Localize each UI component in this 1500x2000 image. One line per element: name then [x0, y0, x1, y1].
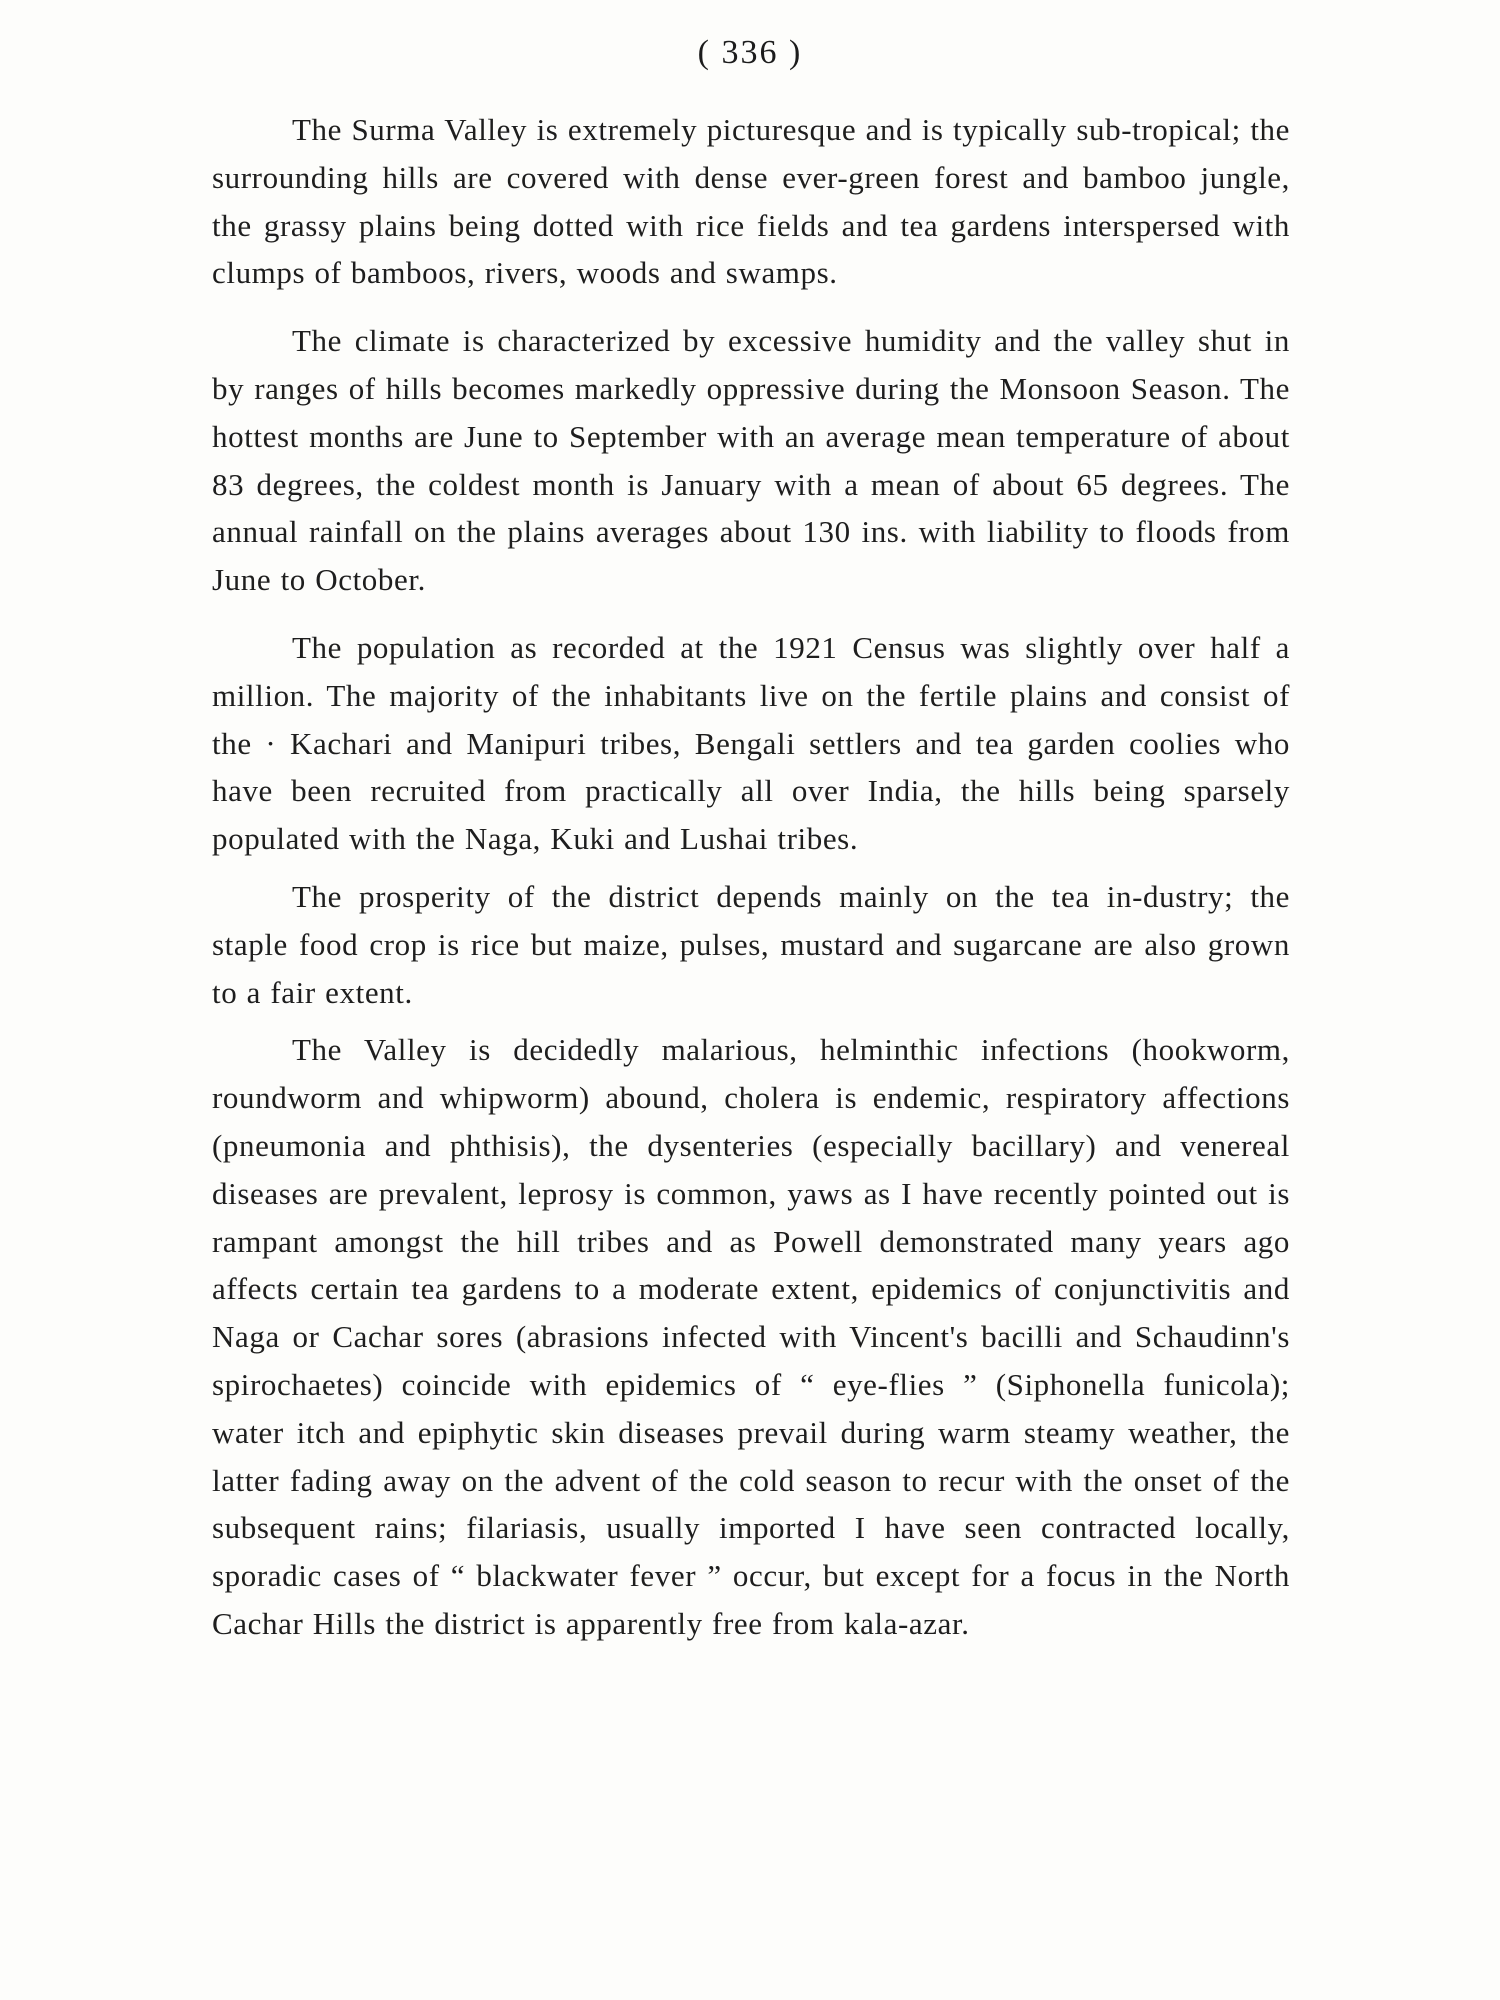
paragraph-population: The population as recorded at the 1921 Census was slightly over half a million. The majority of the inhabitants live on the fertile plains and consist of the · Kachari and Manipuri tribes, Bengali settlers and tea garden coolies who have been recruited from practically all over India, the hills being sparsely populated with the Naga, Kuki and Lushai tribes.	[212, 629, 1290, 857]
paragraph-prosperity: The prosperity of the district depends mainly on the tea in-dustry; the staple food crop is rice but maize, pulses, mustard and sugarcane are also grown to a fair extent.	[212, 878, 1290, 1010]
page-number: ( 336 )	[697, 34, 803, 71]
paragraph-climate: The climate is characterized by excessive humidity and the valley shut in by ranges of hills becomes markedly oppressive during the Monsoon Season. The hottest months are June to September with an average mean temperature of about 83 degrees, the coldest month is January with a mean of about 65 degrees. The annual rainfall on the plains averages about 130 ins. with liability to floods from June to October.	[212, 323, 1290, 598]
body-text	[212, 106, 1290, 1648]
paragraph-diseases: The Valley is decidedly malarious, helminthic infections (hookworm, roundworm and whipworm) abound, cholera is endemic, respiratory affections (pneumonia and phthisis), the dysenteries (especially bacillary) and venereal diseases are prevalent, leprosy is common, yaws as I have recently pointed out is rampant amongst the hill tribes and as Powell demonstrated many years ago affects certain tea gardens to a moderate extent, epidemics of conjunctivitis and Naga or Cachar sores (abrasions infected with Vincent's bacilli and Schaudinn's spirochaetes) coincide with epidemics of “ eye-flies ” (Siphonella funicola); water itch and epiphytic skin diseases prevail during warm steamy weather, the latter fading away on the advent of the cold season to recur with the onset of the subsequent rains; filariasis, usually imported I have seen contracted locally, sporadic cases of “ blackwater fever ” occur, but except for a focus in the North Cachar Hills the district is apparently free from kala-azar.	[212, 1032, 1290, 1641]
paragraph-surma-valley: The Surma Valley is extremely picturesque and is typically sub-tropical; the surrounding hills are covered with dense ever-green forest and bamboo jungle, the grassy plains being dotted with rice fields and tea gardens interspersed with clumps of bamboos, rivers, woods and swamps.	[212, 112, 1290, 291]
